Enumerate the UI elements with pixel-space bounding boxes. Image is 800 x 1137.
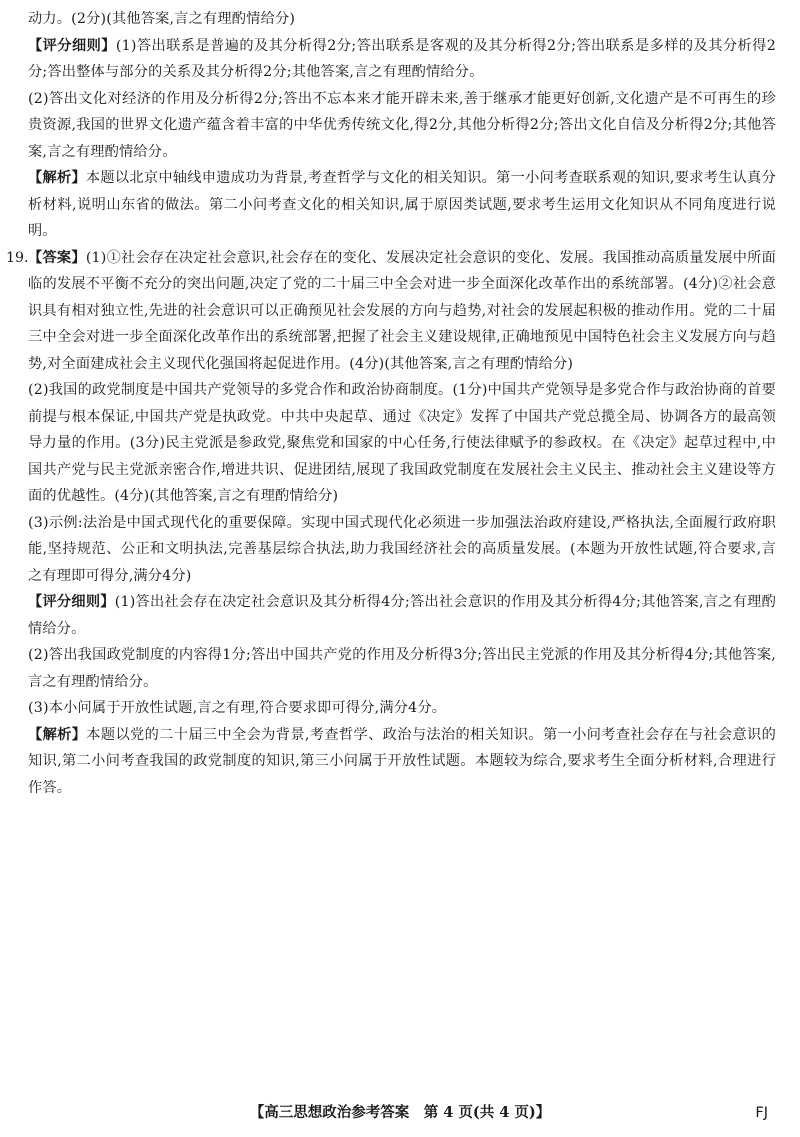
scoring-detail-19-part3 [28, 695, 776, 722]
scoring-detail-19 [28, 589, 776, 642]
scoring-detail-18-text: (1)答出联系是普遍的及其分析得2分;答出联系是客观的及其分析得2分;答出联系是多样的及其分析得2分;答出整体与部分的关系及其分析得2分;其他答案,言之有理酌情给分。 [28, 37, 777, 80]
page-footer [0, 1098, 800, 1128]
analysis-19-text: 本题以党的二十届三中全会为背景,考查哲学、政治与法治的相关知识。第一小问考查社会存在与社会意识的知识,第二小问考查我国的政党制度的知识,第三小问属于开放性试题。本题较为综合,要求考生全面分析材料,合理进行作答。 [28, 726, 776, 796]
answer-content [6, 6, 777, 801]
question-19-part2-text: (2)我国的政党制度是中国共产党领导的多党合作和政治协商制度。(1分)中国共产党领导是多党合作与政治协商的首要前提与根本保证,中国共产党是执政党。中共中央起草、通过《决定》发挥了中国共产党总揽全局、协调各方的最高领导力量的作用。(3分)民主党派是参政党,聚焦党和国家的中心任务,行使法律赋予的参政权。在《决定》起草过程中,中国共产党与民主党派亲密合作,增进共识、促进团结,展现了我国政党制度在发展社会主义民主、推动社会主义建设等方面的优越性。(4分)(其他答案,言之有理酌情给分) [28, 382, 776, 504]
scoring-detail-tag: 【评分细则】 [28, 37, 116, 54]
scoring-detail-18 [28, 33, 776, 86]
analysis-tag: 【解析】 [28, 170, 86, 186]
scoring-detail-tag: 【评分细则】 [28, 594, 115, 610]
paragraph-p0 [28, 6, 776, 33]
analysis-18-text: 本题以北京中轴线申遗成功为背景,考查哲学与文化的相关知识。第一小问考查联系观的知识,要求考生认真分析材料,说明山东省的做法。第二小问考查文化的相关知识,属于原因类试题,要求考生运用文化知识从不同角度进行说明。 [28, 170, 776, 239]
analysis-19 [28, 722, 776, 802]
scoring-detail-19-part2 [28, 642, 776, 695]
scoring-detail-18-part2 [28, 86, 776, 166]
question-19-part2 [28, 377, 776, 510]
footer-title: 【高三思想政治参考答案 第 4 页(共 4 页)】 [249, 1104, 551, 1121]
analysis-18 [28, 165, 776, 245]
question-19-answer [6, 245, 776, 378]
question-19-part3-text: (3)示例:法治是中国式现代化的重要保障。实现中国式现代化必须进一步加强法治政府建设,严格执法,全面履行政府职能,坚持规范、公正和文明执法,完善基层综合执法,助力我国经济社会的高质量发展。(本题为开放性试题,符合要求,言之有理即可得分,满分4分) [28, 514, 776, 584]
scoring-detail-19-part3-text: (3)本小问属于开放性试题,言之有理,符合要求即可得分,满分4分。 [28, 700, 447, 716]
scoring-detail-19-part2-text: (2)答出我国政党制度的内容得1分;答出中国共产党的作用及分析得3分;答出民主党派的作用及其分析得4分;其他答案,言之有理酌情给分。 [28, 647, 776, 690]
paragraph-p0-text: 动力。(2分)(其他答案,言之有理酌情给分) [28, 11, 296, 27]
analysis-tag: 【解析】 [28, 726, 87, 743]
scoring-detail-19-text: (1)答出社会存在决定社会意识及其分析得4分;答出社会意识的作用及其分析得4分;其他答案,言之有理酌情给分。 [28, 594, 776, 637]
question-19-answer-paragraph [28, 245, 776, 378]
question-19-part3 [28, 510, 776, 590]
question-19-answer-text: (1)①社会存在决定社会意识,社会存在的变化、发展决定社会意识的变化、发展。我国推动高质量发展中所面临的发展不平衡不充分的突出问题,决定了党的二十届三中全会对进一步全面深化改革作出的系统部署。(4分)②社会意识具有相对独立性,先进的社会意识可以正确预见社会发展的方向与趋势,对社会的发展起积极的推动作用。党的二十届三中全会对进一步全面深化改革作出的系统部署,把握了社会主义建设规律,正确地预见中国特色社会主义发展方向与趋势,对全面建成社会主义现代化强国将起促进作用。(4分)(其他答案,言之有理酌情给分) [28, 249, 776, 372]
question-number: 19. [6, 249, 29, 266]
scoring-detail-18-part2-text: (2)答出文化对经济的作用及分析得2分;答出不忘本来才能开辟未来,善于继承才能更好创新,文化遗产是不可再生的珍贵资源,我国的世界文化遗产蕴含着丰富的中华优秀传统文化,得2分,其他分析得2分;答出文化自信及分析得2分;其他答案,言之有理酌情给分。 [28, 90, 776, 160]
footer-region-code: FJ [755, 1105, 768, 1121]
answer-tag: 【答案】 [28, 249, 86, 266]
